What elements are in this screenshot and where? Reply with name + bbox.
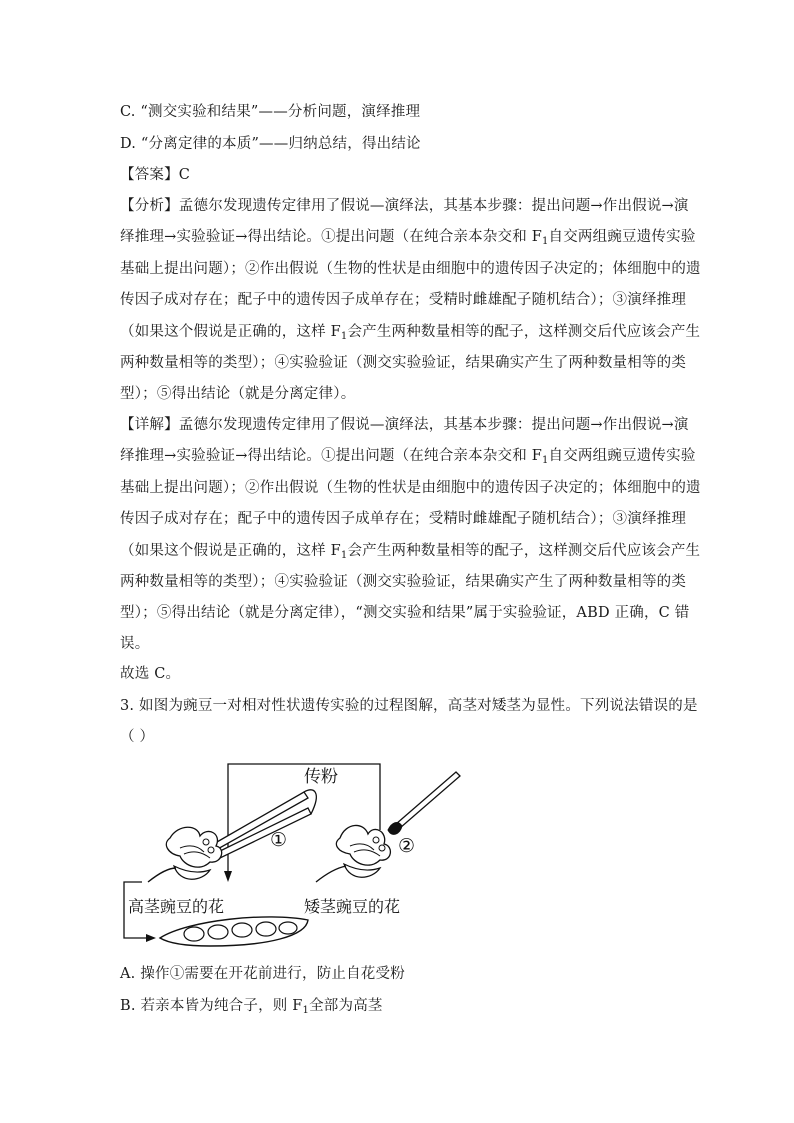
analysis-line-2-part-b: 自交两组豌豆遗传实验 [548, 229, 696, 245]
analysis-line-5-part-a: （如果这个假说是正确的，这样 F [120, 324, 341, 340]
option-b-part-b: 全部为高茎 [309, 998, 383, 1014]
tweezers-icon [210, 790, 316, 859]
detail-line-5 [120, 541, 700, 563]
subscript-1: 1 [541, 455, 549, 466]
marker-2: ② [398, 835, 416, 857]
detail-line-8: 误。 [120, 636, 150, 652]
detail-line-2-part-a: 绎推理→实验验证→得出结论。①提出问题（在纯合亲本杂交和 F [120, 448, 542, 464]
detail-line-5-part-b: 会产生两种数量相等的配子，这样测交后代应该会产生 [347, 543, 701, 559]
tall-flower-label: 高茎豌豆的花 [128, 897, 225, 916]
subscript-1: 1 [541, 236, 549, 247]
detail-line-2-part-b: 自交两组豌豆遗传实验 [548, 448, 696, 464]
detail-line-6: 两种数量相等的类型）；④实验验证（测交实验验证，结果确实产生了两种数量相等的类 [120, 574, 687, 590]
detail-line-3: 基础上提出问题）；②作出假说（生物的性状是由细胞中的遗传因子决定的；体细胞中的遗 [120, 480, 701, 496]
analysis-line-7: 型）；⑤得出结论（就是分离定律）。 [120, 386, 356, 402]
question-3-bracket: （ ） [120, 729, 155, 745]
analysis-line-5 [120, 322, 700, 344]
question-3-stem: 3. 如图为豌豆一对相对性状遗传实验的过程图解，高茎对矮茎为显性。下列说法错误的是 [120, 698, 698, 714]
option-b-text [120, 996, 383, 1018]
answer-line: 【答案】C [120, 167, 191, 183]
pea-pollination-figure [118, 758, 478, 948]
analysis-line-3: 基础上提出问题）；②作出假说（生物的性状是由细胞中的遗传因子决定的；体细胞中的遗 [120, 261, 701, 277]
detail-line-1: 【详解】孟德尔发现遗传定律用了假说—演绎法，其基本步骤：提出问题→作出假说→演 [120, 417, 689, 433]
marker-1: ① [270, 829, 288, 851]
subscript-1: 1 [340, 331, 348, 342]
dwarf-flower-label: 矮茎豌豆的花 [304, 897, 401, 916]
dwarf-pea-flower-icon [316, 825, 390, 882]
analysis-line-1: 【分析】孟德尔发现遗传定律用了假说—演绎法，其基本步骤：提出问题→作出假说→演 [120, 198, 689, 214]
development-arrowhead [146, 934, 156, 942]
pollination-arrowhead [224, 871, 232, 882]
subscript-1: 1 [302, 1005, 310, 1016]
detail-line-5-part-a: （如果这个假说是正确的，这样 F [120, 543, 341, 559]
detail-line-2 [120, 446, 696, 468]
option-a-text: A. 操作①需要在开花前进行，防止自花受粉 [120, 966, 405, 982]
analysis-line-5-part-b: 会产生两种数量相等的配子，这样测交后代应该会产生 [347, 324, 701, 340]
detail-line-7: 型）；⑤得出结论（就是分离定律），“测交实验和结果”属于实验验证，ABD 正确，C 错 [120, 605, 690, 621]
conclusion-line: 故选 C。 [120, 666, 181, 682]
detail-line-4: 传因子成对存在；配子中的遗传因子成单存在；受精时雌雄配子随机结合）；③演绎推理 [120, 511, 687, 527]
analysis-line-2-part-a: 绎推理→实验验证→得出结论。①提出问题（在纯合亲本杂交和 F [120, 229, 542, 245]
tall-pea-flower-icon [148, 827, 222, 882]
pollination-label: 传粉 [304, 767, 338, 787]
option-d-text: D. “分离定律的本质”——归纳总结，得出结论 [120, 136, 421, 152]
subscript-1: 1 [340, 550, 348, 561]
analysis-line-6: 两种数量相等的类型）；④实验验证（测交实验验证，结果确实产生了两种数量相等的类 [120, 355, 687, 371]
option-c-text: C. “测交实验和结果”——分析问题，演绎推理 [120, 104, 421, 120]
option-b-part-a: B. 若亲本皆为纯合子，则 F [120, 998, 303, 1014]
analysis-line-2 [120, 227, 696, 249]
analysis-line-4: 传因子成对存在；配子中的遗传因子成单存在；受精时雌雄配子随机结合）；③演绎推理 [120, 292, 687, 308]
pea-pod-icon [160, 917, 308, 946]
brush-icon [388, 772, 460, 834]
